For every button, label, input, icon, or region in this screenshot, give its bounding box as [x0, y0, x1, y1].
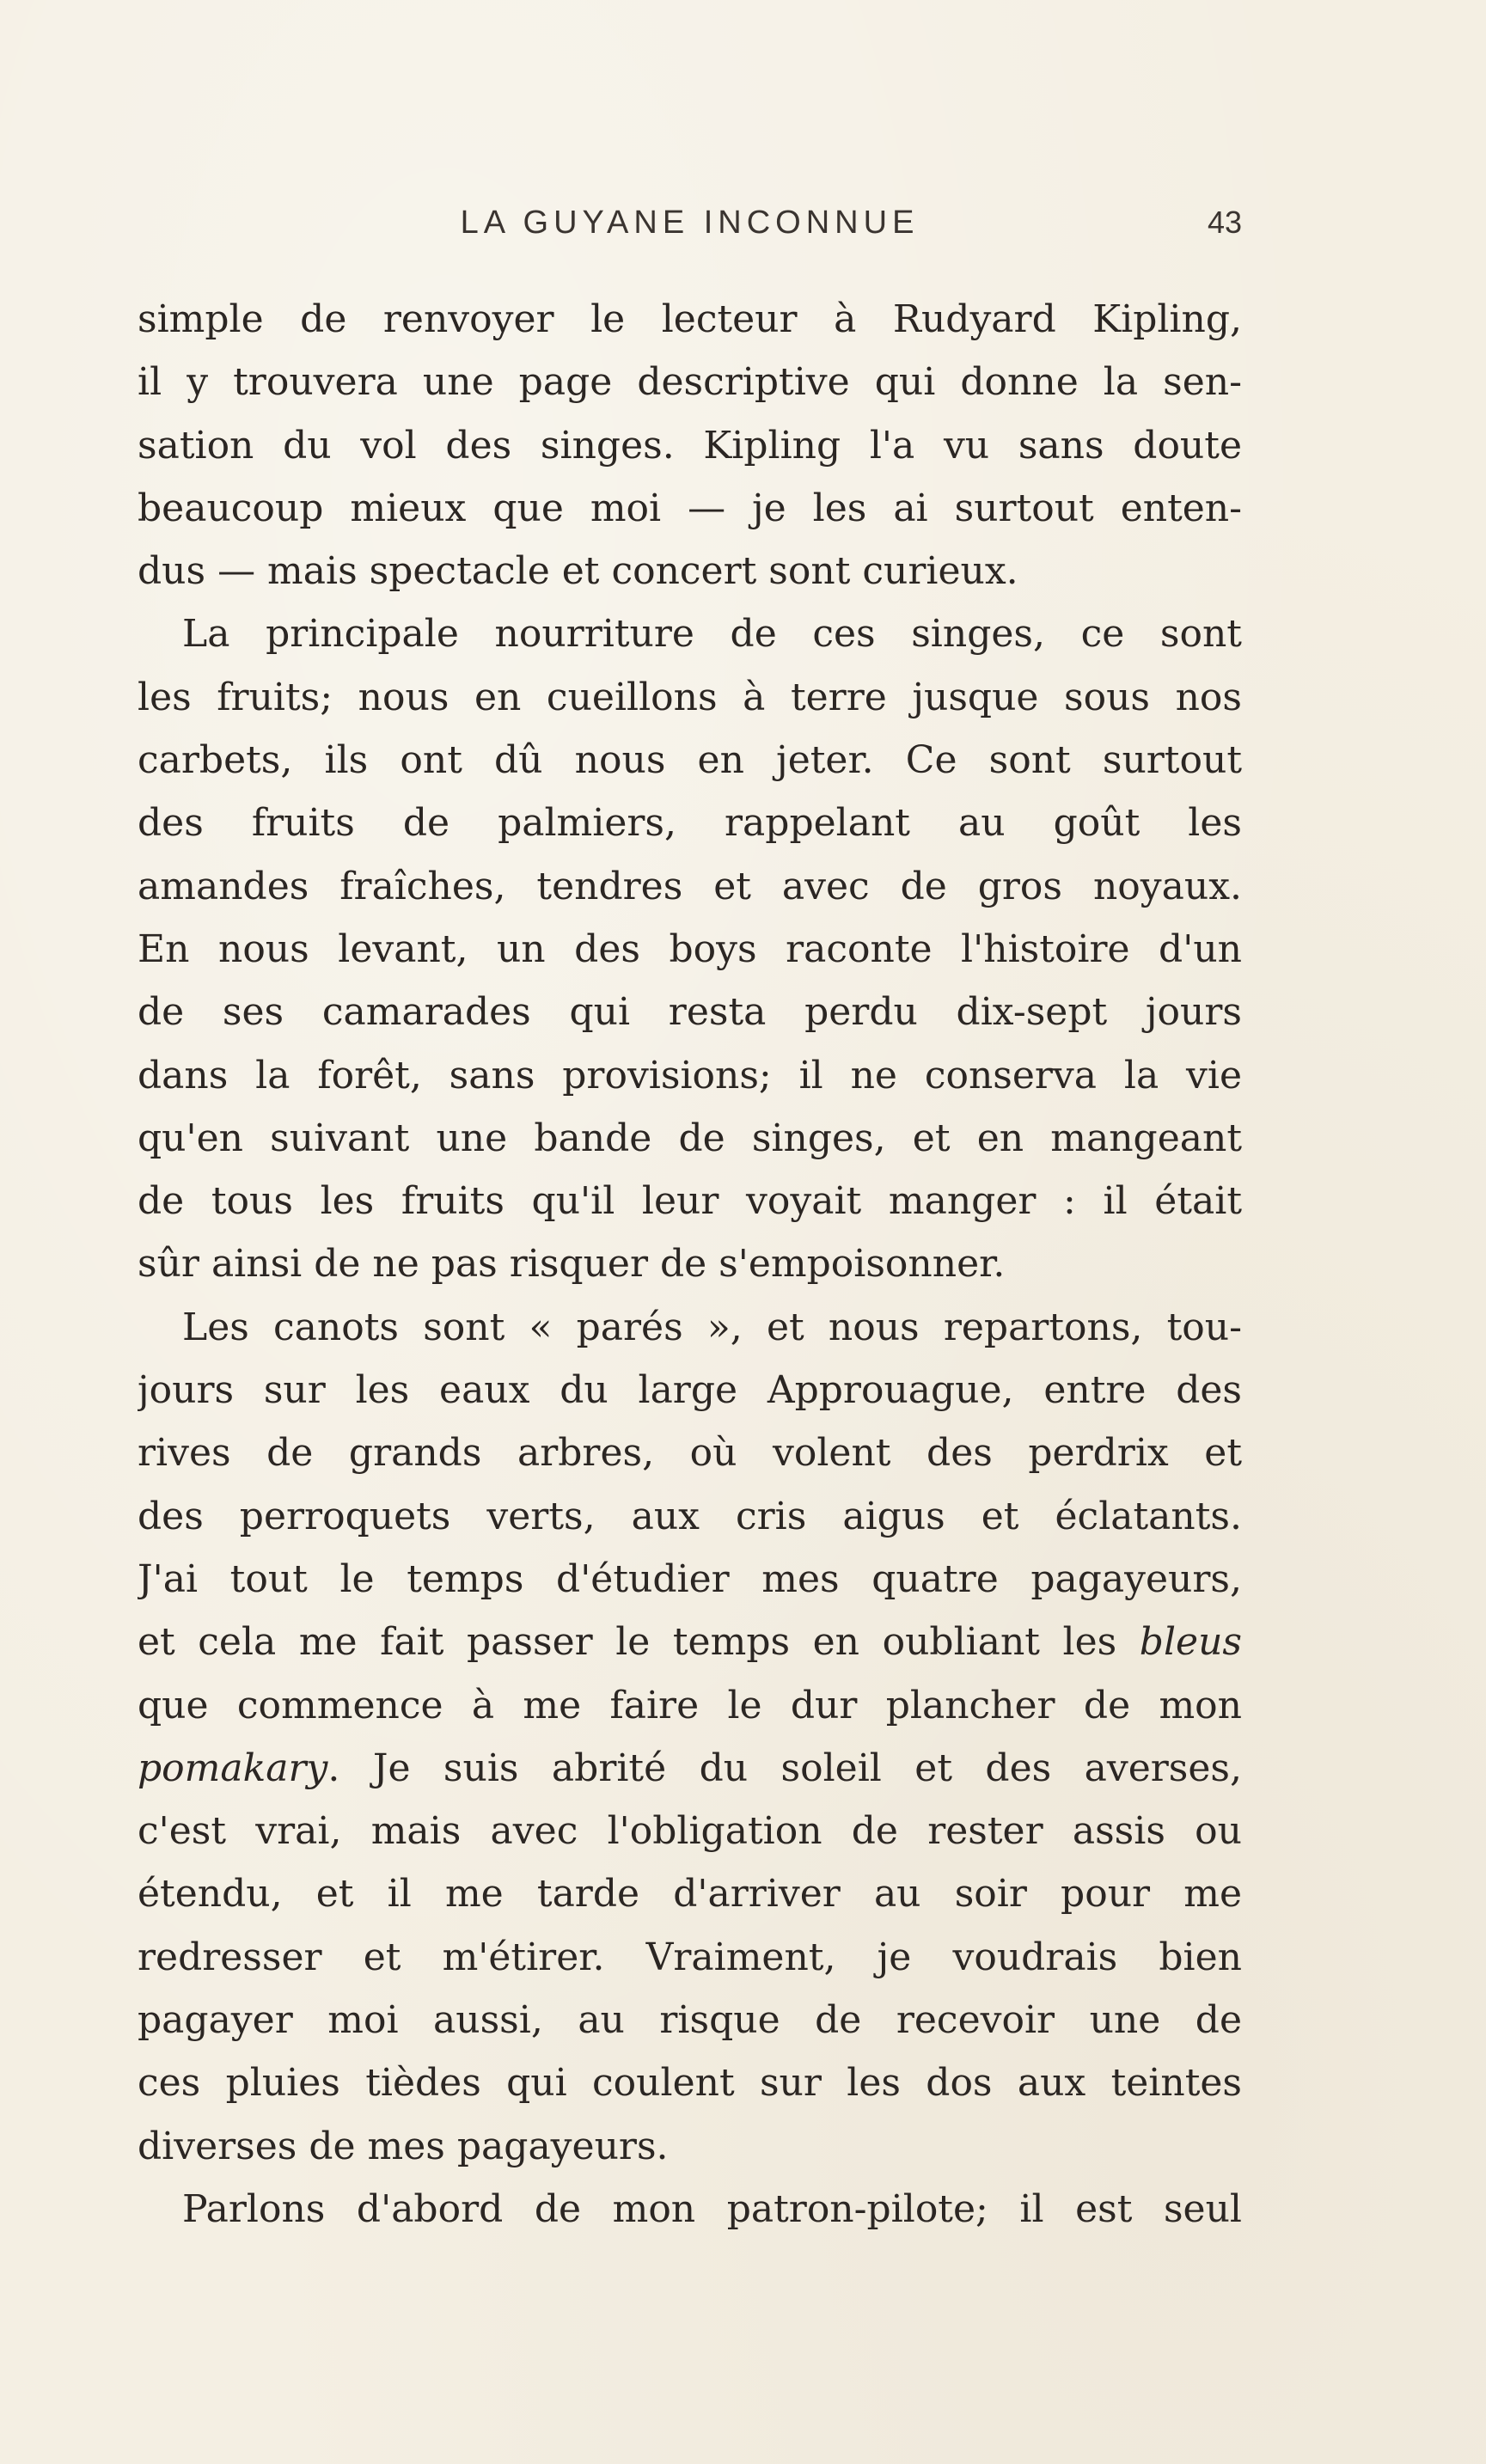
text-line: des perroquets verts, aux cris aigus et éclatants.	[138, 1494, 1242, 1538]
text-line: La principale nourriture de ces singes, ce sont	[182, 612, 1242, 657]
text-line: de tous les fruits qu'il leur voyait manger : il était	[138, 1179, 1242, 1224]
text-line: simple de renvoyer le lecteur à Rudyard Kipling,	[138, 297, 1242, 341]
text-line: sûr ainsi de ne pas risquer de s'empoisonner.	[138, 1242, 1006, 1287]
text-line: jours sur les eaux du large Approuague, entre des	[138, 1368, 1242, 1413]
text-line: il y trouvera une page descriptive qui donne la sen-	[138, 360, 1242, 405]
text-line: rives de grands arbres, où volent des perdrix et	[138, 1431, 1242, 1476]
text-line: redresser et m'étirer. Vraiment, je voudrais bien	[138, 1935, 1242, 1979]
text-line: amandes fraîches, tendres et avec de gros noyaux.	[138, 864, 1242, 908]
text-line: J'ai tout le temps d'étudier mes quatre pagayeurs,	[138, 1556, 1242, 1601]
italic-word: pomakary	[138, 1746, 328, 1790]
text-line: pagayer moi aussi, au risque de recevoir une de	[138, 1998, 1242, 2043]
text-line: des fruits de palmiers, rappelant au goût les	[138, 801, 1242, 846]
text-line: sation du vol des singes. Kipling l'a vu sans doute	[138, 423, 1242, 468]
text-line: c'est vrai, mais avec l'obligation de rester assis ou	[138, 1809, 1242, 1854]
text-line: ces pluies tièdes qui coulent sur les dos aux teintes	[138, 2061, 1242, 2106]
text-line: En nous levant, un des boys raconte l'histoire d'un	[138, 926, 1242, 971]
text-line: qu'en suivant une bande de singes, et en mangeant	[138, 1116, 1242, 1160]
text-line	[138, 1737, 1242, 1800]
page-number: 43	[1207, 205, 1242, 240]
text-segment: . Je suis abrité du soleil et des averses,	[327, 1746, 1242, 1790]
text-line: dus — mais spectacle et concert sont curieux.	[138, 549, 1018, 594]
text-line: Parlons d'abord de mon patron-pilote; il est seul	[182, 2186, 1242, 2231]
text-line: que commence à me faire le dur plancher de mon	[138, 1683, 1242, 1727]
italic-word: bleus	[1139, 1620, 1242, 1665]
text-line	[138, 1611, 1242, 1673]
text-line: carbets, ils ont dû nous en jeter. Ce sont surtout	[138, 738, 1242, 783]
page-header	[138, 205, 1242, 256]
body-text	[138, 288, 1242, 2241]
text-segment: et cela me fait passer le temps en oubliant les	[138, 1620, 1140, 1665]
text-line: diverses de mes pagayeurs.	[138, 2124, 669, 2168]
text-line: de ses camarades qui resta perdu dix-sept jours	[138, 990, 1242, 1035]
running-title: LA GUYANE INCONNUE	[460, 205, 920, 241]
text-line: étendu, et il me tarde d'arriver au soir pour me	[138, 1872, 1242, 1917]
text-line: dans la forêt, sans provisions; il ne conserva la vie	[138, 1053, 1242, 1097]
text-line: beaucoup mieux que moi — je les ai surtout enten-	[138, 486, 1242, 530]
text-line: les fruits; nous en cueillons à terre jusque sous nos	[138, 675, 1242, 719]
text-line: Les canots sont « parés », et nous repartons, tou-	[182, 1305, 1242, 1349]
